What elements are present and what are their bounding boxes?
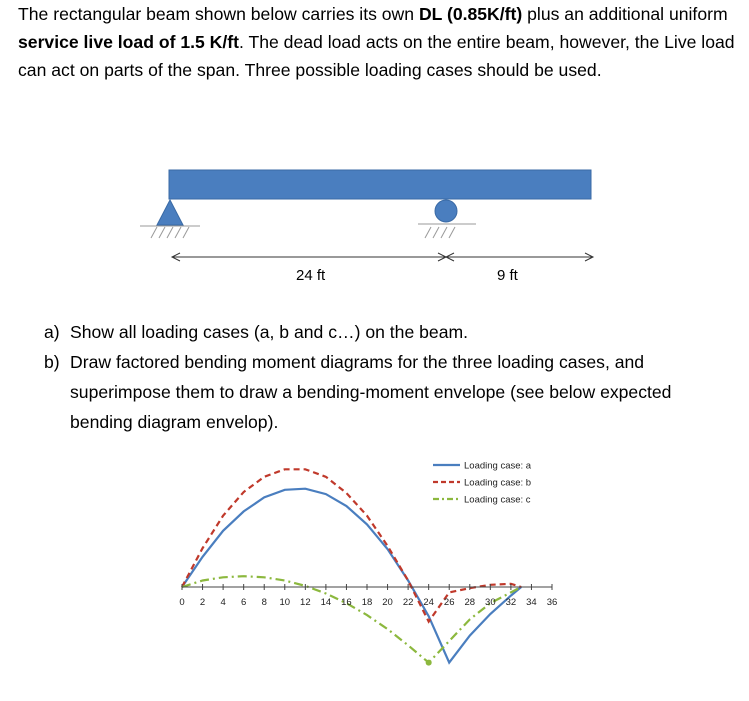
x-tick-label: 36 xyxy=(546,597,558,608)
series-line-3 xyxy=(182,576,521,662)
legend-label-1: Loading case: a xyxy=(464,460,532,472)
legend-label-3: Loading case: c xyxy=(464,494,531,506)
x-tick-label: 30 xyxy=(485,597,496,608)
question-b-marker: b) xyxy=(44,352,60,372)
x-tick-label: 20 xyxy=(382,597,393,608)
x-tick-label: 4 xyxy=(220,597,226,608)
x-tick-label: 18 xyxy=(361,597,373,608)
question-a-marker: a) xyxy=(44,322,60,342)
intro-text-3: . The dead load acts on the entire beam, however, the Live load can act on parts of the span. Three possible loading cases should be used. xyxy=(18,32,735,80)
intro-text-1: The rectangular beam shown below carries its own xyxy=(18,4,419,24)
x-tick-label: 26 xyxy=(443,597,455,608)
question-a-text: Show all loading cases (a, b and c…) on the beam. xyxy=(70,322,469,342)
span-dimension-label: 24 ft xyxy=(296,267,326,284)
question-b-text: Draw factored bending moment diagrams for the three loading cases, and superimpose them to draw a bending-moment envelope (see below expected bending diagram envelop). xyxy=(70,352,672,432)
x-tick-label: 0 xyxy=(179,597,185,608)
intro-dead-load: DL (0.85K/ft) xyxy=(418,4,523,24)
x-tick-label: 8 xyxy=(261,597,267,608)
chart-legend xyxy=(433,461,532,506)
x-tick-label: 34 xyxy=(526,597,537,608)
x-tick-label: 22 xyxy=(402,597,414,608)
overhang-dimension-label: 9 ft xyxy=(497,267,518,284)
x-tick-label: 24 xyxy=(423,597,434,608)
x-tick-label: 10 xyxy=(279,597,291,608)
intro-text-2: plus an additional uniform xyxy=(522,4,728,24)
x-tick-label: 12 xyxy=(300,597,311,608)
x-tick-label: 2 xyxy=(199,597,206,608)
series-3-min-marker xyxy=(426,660,432,666)
x-tick-label: 32 xyxy=(505,597,517,608)
series-line-1 xyxy=(182,489,521,663)
x-tick-label: 14 xyxy=(320,597,332,608)
x-tick-label: 16 xyxy=(341,597,352,608)
x-tick-label: 6 xyxy=(241,597,247,608)
intro-live-load: service live load of 1.5 K/ft xyxy=(18,32,239,52)
x-tick-label: 28 xyxy=(464,597,476,608)
legend-label-2: Loading case: b xyxy=(464,477,532,489)
